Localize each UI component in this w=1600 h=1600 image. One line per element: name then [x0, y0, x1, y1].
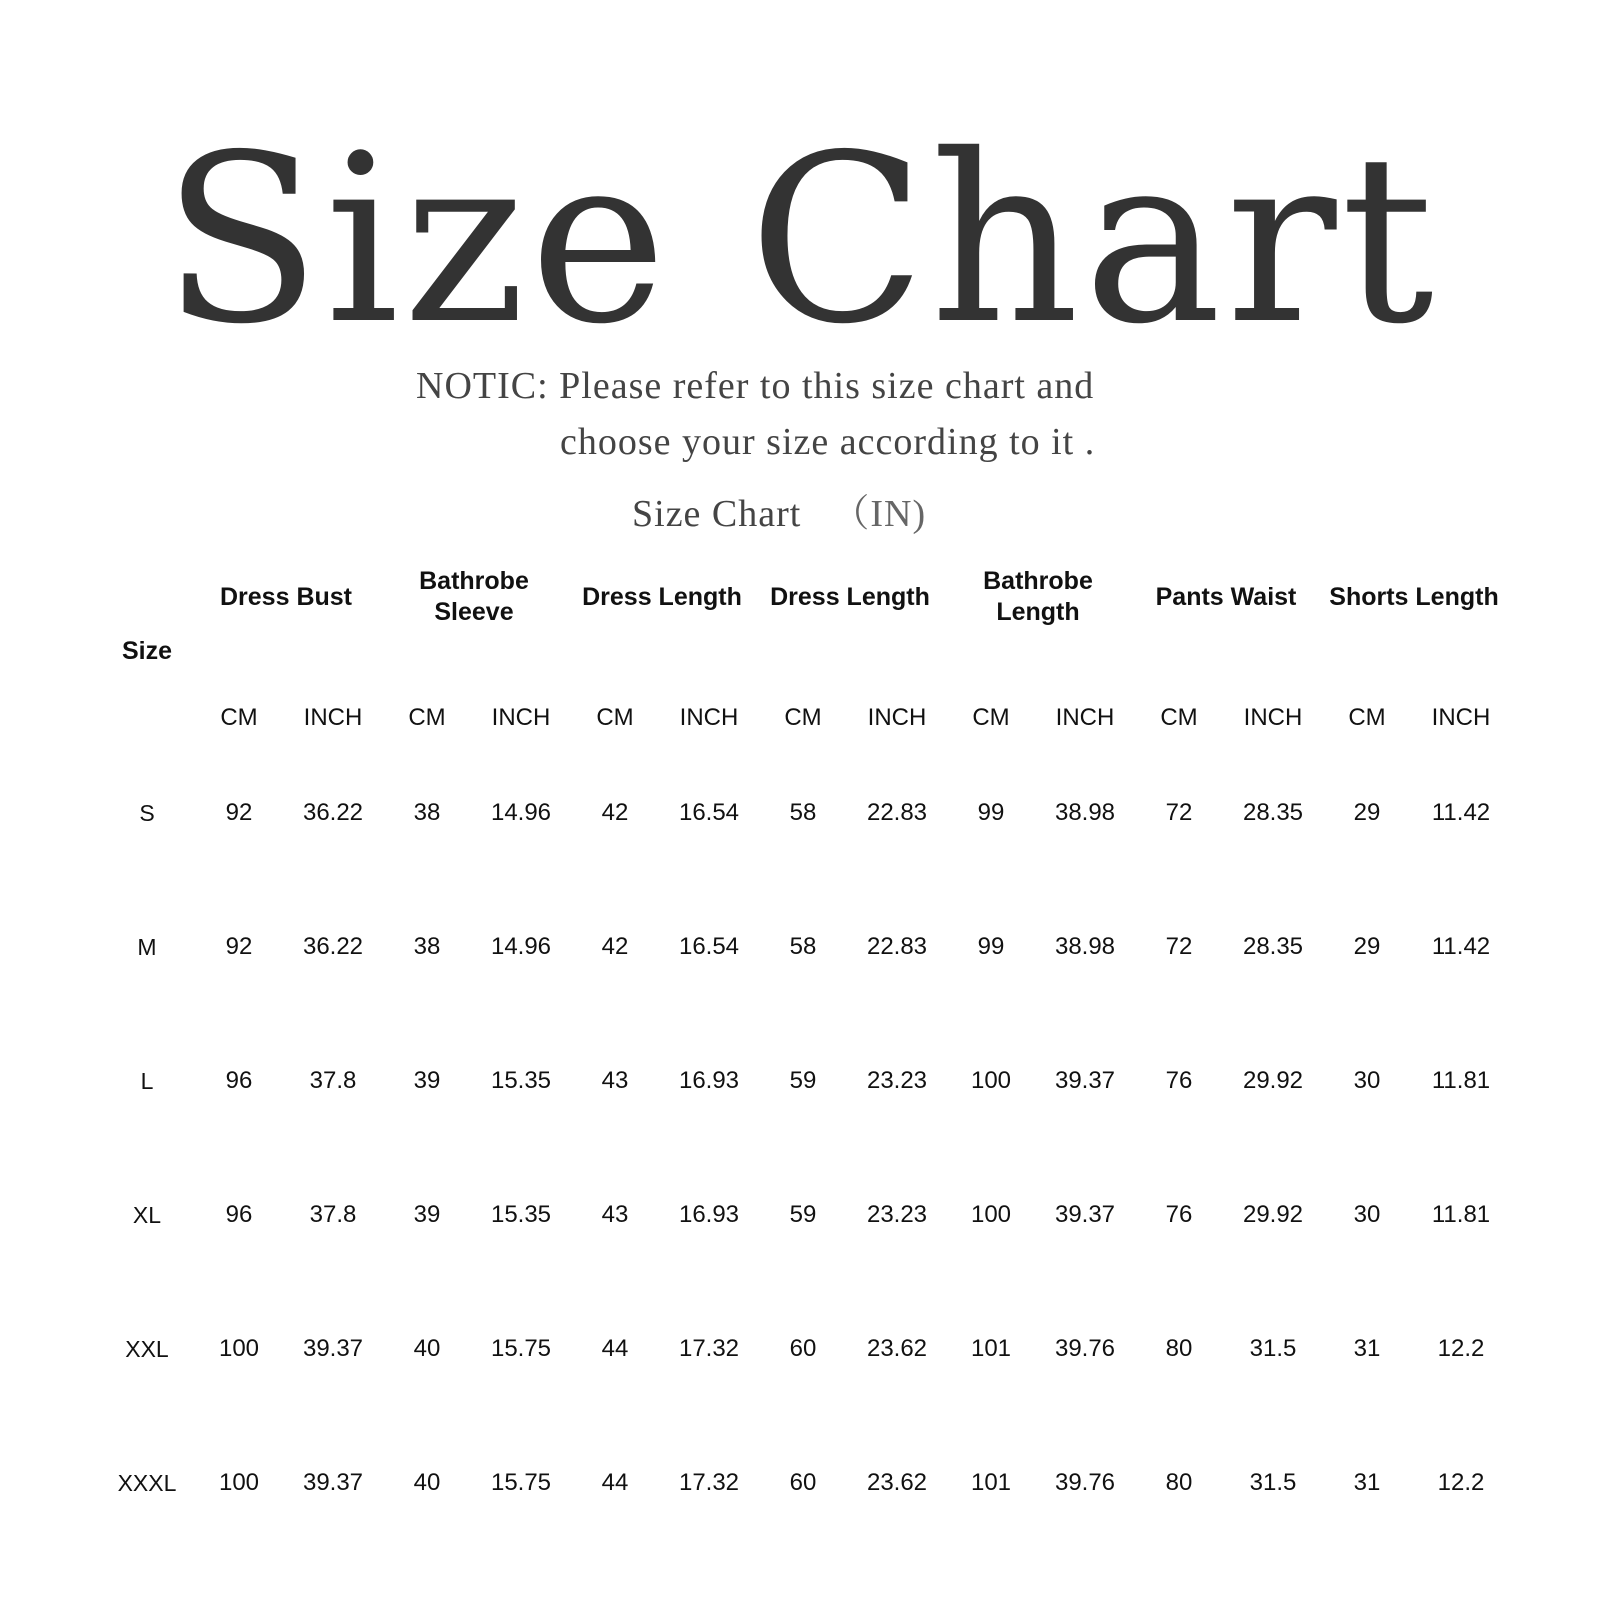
cm-value-cell: 38 [413, 799, 441, 826]
inch-value-cell: 29.92 [1242, 1067, 1304, 1094]
group-header-row [102, 556, 1508, 638]
table-row [102, 1148, 1508, 1282]
size-label: M [137, 933, 157, 960]
cm-value-cell: 39 [413, 1201, 441, 1228]
cm-value-cell: 39 [413, 1067, 441, 1094]
table-row [102, 1282, 1508, 1416]
cm-value-cell: 40 [413, 1469, 441, 1496]
unit-header-cm: CM [1160, 704, 1198, 731]
unit-header-inch: INCH [867, 704, 927, 731]
inch-value-cell: 23.23 [866, 1067, 928, 1094]
inch-value-cell: 39.76 [1054, 1335, 1116, 1362]
cm-value-cell: 80 [1165, 1335, 1193, 1362]
table-row [102, 880, 1508, 1014]
unit-header-inch: INCH [1431, 704, 1491, 731]
cm-value-cell: 96 [225, 1201, 253, 1228]
unit-header-inch: INCH [1243, 704, 1303, 731]
cm-value-cell: 31 [1353, 1335, 1381, 1362]
inch-value-cell: 23.62 [866, 1469, 928, 1496]
inch-value-cell: 14.96 [490, 799, 552, 826]
inch-value-cell: 36.22 [302, 799, 364, 826]
size-label: XL [132, 1201, 162, 1228]
cm-value-cell: 92 [225, 799, 253, 826]
inch-value-cell: 16.54 [678, 799, 740, 826]
unit-header-cm: CM [784, 704, 822, 731]
cm-value-cell: 42 [601, 799, 629, 826]
inch-value-cell: 37.8 [309, 1201, 357, 1228]
inch-value-cell: 28.35 [1242, 799, 1304, 826]
unit-header-cm: CM [1348, 704, 1386, 731]
table-subtitle-unit: （IN) [831, 493, 927, 535]
unit-header-cm: CM [408, 704, 446, 731]
cm-value-cell: 38 [413, 933, 441, 960]
inch-value-cell: 39.37 [302, 1469, 364, 1496]
inch-value-cell: 36.22 [302, 933, 364, 960]
cm-value-cell: 72 [1165, 799, 1193, 826]
cm-value-cell: 60 [789, 1335, 817, 1362]
inch-value-cell: 12.2 [1437, 1335, 1485, 1362]
cm-value-cell: 100 [218, 1335, 260, 1362]
inch-value-cell: 15.75 [490, 1335, 552, 1362]
inch-value-cell: 12.2 [1437, 1469, 1485, 1496]
inch-value-cell: 22.83 [866, 799, 928, 826]
table-subtitle [632, 482, 926, 537]
cm-value-cell: 100 [970, 1067, 1012, 1094]
unit-header-cm: CM [220, 704, 258, 731]
cm-value-cell: 72 [1165, 933, 1193, 960]
inch-value-cell: 16.54 [678, 933, 740, 960]
inch-value-cell: 15.75 [490, 1469, 552, 1496]
group-header-dress-length-1: Dress Length [582, 582, 742, 611]
inch-value-cell: 38.98 [1054, 799, 1116, 826]
unit-header-row [102, 690, 1508, 746]
group-header-dress-length-2: Dress Length [770, 582, 930, 611]
inch-value-cell: 15.35 [490, 1067, 552, 1094]
inch-value-cell: 37.8 [309, 1067, 357, 1094]
inch-value-cell: 29.92 [1242, 1201, 1304, 1228]
cm-value-cell: 42 [601, 933, 629, 960]
unit-header-cm: CM [596, 704, 634, 731]
cm-value-cell: 29 [1353, 799, 1381, 826]
size-label: XXXL [117, 1469, 177, 1496]
cm-value-cell: 80 [1165, 1469, 1193, 1496]
cm-value-cell: 40 [413, 1335, 441, 1362]
cm-value-cell: 29 [1353, 933, 1381, 960]
inch-value-cell: 31.5 [1249, 1469, 1297, 1496]
cm-value-cell: 30 [1353, 1201, 1381, 1228]
cm-value-cell: 44 [601, 1335, 629, 1362]
cm-value-cell: 76 [1165, 1201, 1193, 1228]
cm-value-cell: 31 [1353, 1469, 1381, 1496]
cm-value-cell: 58 [789, 799, 817, 826]
size-table [102, 556, 1508, 1550]
inch-value-cell: 39.37 [302, 1335, 364, 1362]
size-label: XXL [125, 1335, 169, 1362]
cm-value-cell: 99 [977, 799, 1005, 826]
cm-value-cell: 92 [225, 933, 253, 960]
table-row [102, 1014, 1508, 1148]
group-header-pants-waist: Pants Waist [1155, 582, 1297, 611]
cm-value-cell: 60 [789, 1469, 817, 1496]
group-header-bathrobe-sleeve: Bathrobe Sleeve [419, 567, 529, 626]
inch-value-cell: 22.83 [866, 933, 928, 960]
inch-value-cell: 17.32 [678, 1469, 740, 1496]
inch-value-cell: 11.81 [1431, 1067, 1491, 1094]
inch-value-cell: 28.35 [1242, 933, 1304, 960]
inch-value-cell: 23.62 [866, 1335, 928, 1362]
group-header-dress-bust: Dress Bust [220, 582, 352, 611]
table-subtitle-label: Size Chart [632, 493, 802, 535]
size-label: S [139, 799, 155, 826]
notice-line-1: NOTIC: Please refer to this size chart and [416, 365, 1095, 407]
cm-value-cell: 58 [789, 933, 817, 960]
inch-value-cell: 23.23 [866, 1201, 928, 1228]
cm-value-cell: 101 [970, 1335, 1012, 1362]
header-spacer-row [102, 638, 1508, 690]
cm-value-cell: 59 [789, 1067, 817, 1094]
size-label: L [140, 1067, 154, 1094]
cm-value-cell: 59 [789, 1201, 817, 1228]
inch-value-cell: 15.35 [490, 1201, 552, 1228]
cm-value-cell: 96 [225, 1067, 253, 1094]
inch-value-cell: 31.5 [1249, 1335, 1297, 1362]
unit-header-cm: CM [972, 704, 1010, 731]
inch-value-cell: 39.37 [1054, 1201, 1116, 1228]
unit-header-inch: INCH [679, 704, 739, 731]
page-title: Size Chart [162, 105, 1438, 375]
inch-value-cell: 16.93 [678, 1201, 740, 1228]
inch-value-cell: 11.81 [1431, 1201, 1491, 1228]
inch-value-cell: 14.96 [490, 933, 552, 960]
cm-value-cell: 101 [970, 1469, 1012, 1496]
inch-value-cell: 39.37 [1054, 1067, 1116, 1094]
cm-value-cell: 43 [601, 1067, 629, 1094]
inch-value-cell: 39.76 [1054, 1469, 1116, 1496]
inch-value-cell: 17.32 [678, 1335, 740, 1362]
cm-value-cell: 44 [601, 1469, 629, 1496]
inch-value-cell: 11.42 [1431, 933, 1491, 960]
size-column-header: Size [121, 636, 173, 665]
cm-value-cell: 100 [970, 1201, 1012, 1228]
cm-value-cell: 100 [218, 1469, 260, 1496]
unit-header-inch: INCH [303, 704, 363, 731]
cm-value-cell: 99 [977, 933, 1005, 960]
group-header-bathrobe-length: Bathrobe Length [983, 567, 1093, 626]
inch-value-cell: 11.42 [1431, 799, 1491, 826]
cm-value-cell: 30 [1353, 1067, 1381, 1094]
cm-value-cell: 76 [1165, 1067, 1193, 1094]
notice-line-2: choose your size according to it . [560, 421, 1096, 463]
inch-value-cell: 16.93 [678, 1067, 740, 1094]
table-row [102, 1416, 1508, 1550]
cm-value-cell: 43 [601, 1201, 629, 1228]
inch-value-cell: 38.98 [1054, 933, 1116, 960]
unit-header-inch: INCH [491, 704, 551, 731]
table-row [102, 746, 1508, 880]
table-body [102, 746, 1508, 1550]
unit-header-inch: INCH [1055, 704, 1115, 731]
group-header-shorts-length: Shorts Length [1329, 582, 1499, 611]
